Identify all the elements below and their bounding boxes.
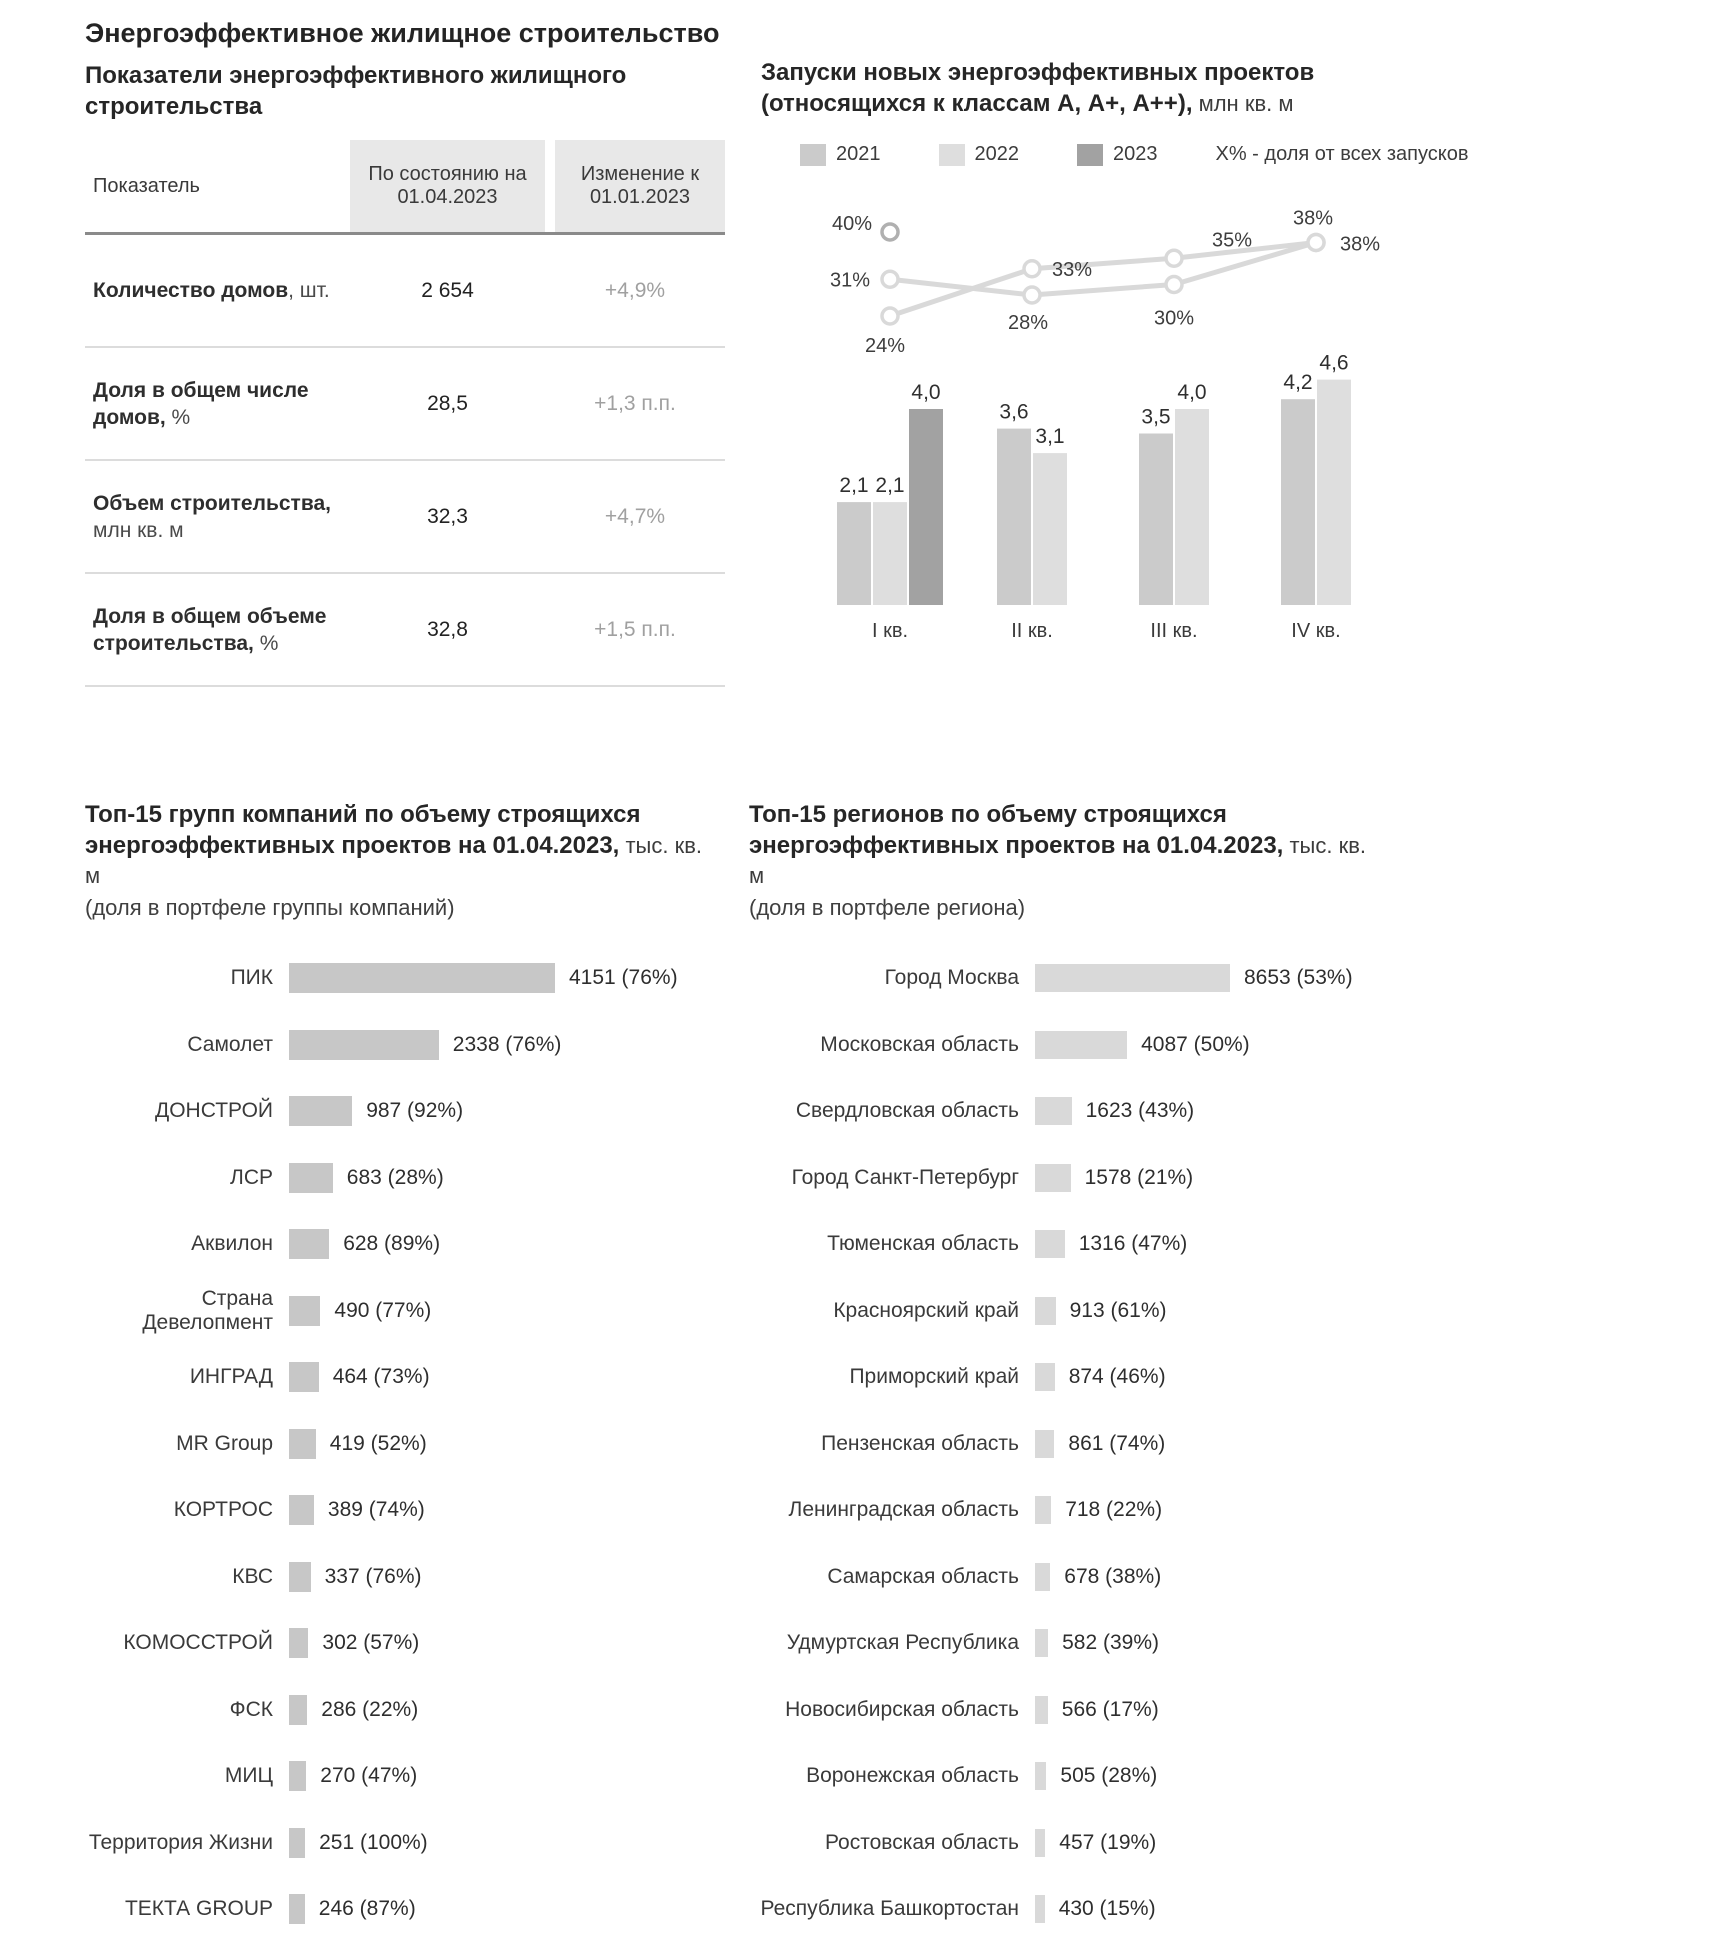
bar [1035,1097,1072,1125]
share-point-2022 [1166,251,1182,267]
bar [289,963,555,993]
regions-row [749,1145,1716,1212]
legend-label-2021: 2021 [836,143,881,166]
indicator-value: 28,5 [427,391,468,415]
share-point-2022 [1308,235,1324,251]
x-axis-label: IV кв. [1291,620,1341,643]
bar-row-label: КОМОССТРОЙ [123,1631,273,1655]
companies-section [85,800,745,1943]
page-title: Энергоэффективное жилищное строительство [85,18,720,48]
indicators-section [85,18,745,780]
bar [289,1229,329,1259]
share-line-2022 [890,243,1316,317]
companies-row [85,1012,745,1079]
indicator-change: +1,3 п.п. [594,391,676,415]
indicators-table-body [85,235,725,687]
share-point-2022 [1024,261,1040,277]
bar-row-label: Территория Жизни [88,1830,273,1854]
indicator-value: 32,8 [427,617,468,641]
legend-swatch-2022 [939,144,965,166]
bar-row-label: КВС [232,1564,273,1588]
bar-row-label: МИЦ [224,1764,273,1788]
bar-2022 [1317,380,1351,605]
bar [289,1562,311,1592]
bar [289,1362,319,1392]
bar-row-value: 389 (74%) [327,1498,425,1522]
share-point-2021 [882,272,898,288]
bar-value-label: 3,5 [1141,405,1171,429]
bar-row-label: Свердловская область [795,1099,1019,1123]
bar-2021 [1281,400,1315,606]
bar-2022 [873,503,907,606]
regions-row [749,1544,1716,1611]
bar-row-label: ФСК [229,1697,273,1721]
bar-row-label: Город Москва [884,966,1019,990]
companies-title [85,800,715,892]
bar-row-value: 874 (46%) [1068,1365,1166,1389]
bar-row-value: 337 (76%) [324,1564,422,1588]
bar-row-value: 251 (100%) [319,1830,428,1854]
bar-row-label: КОРТРОС [173,1498,273,1522]
bar-row-label: Московская область [820,1032,1019,1056]
bar-row-label: ИНГРАД [189,1365,273,1389]
indicator-label: Количество домов, шт. [93,279,330,303]
share-point-2021 [1024,287,1040,303]
regions-row [749,1078,1716,1145]
bar [1035,1895,1045,1923]
companies-row [85,1411,745,1478]
bar [289,1096,352,1126]
bar [289,1495,314,1525]
launches-section [745,18,1716,780]
regions-row [749,1411,1716,1478]
launches-title-unit: млн кв. м [1192,90,1294,116]
bar [289,1429,316,1459]
bar-2021 [997,429,1031,605]
indicator-change: +4,9% [604,278,666,302]
x-axis-label: III кв. [1150,620,1198,643]
bar-row-value: 566 (17%) [1061,1697,1159,1721]
bar [1035,964,1230,992]
bar-row-label: Город Санкт-Петербург [791,1165,1019,1189]
share-point-2023 [882,224,898,240]
regions-row [749,1677,1716,1744]
bar-row-value: 582 (39%) [1062,1631,1159,1655]
bar-2021 [1139,434,1173,606]
indicator-label: Доля в общем объеме строительства, % [93,604,327,655]
companies-row [85,945,745,1012]
bar-row-label: ДОНСТРОЙ [155,1099,273,1123]
regions-row [749,1810,1716,1877]
bar-row-label: Приморский край [849,1365,1019,1389]
regions-title [749,800,1379,892]
bar-row-value: 1623 (43%) [1085,1099,1195,1123]
bar-row-label: Страна Девелопмент [142,1286,273,1334]
bar-row-value: 4087 (50%) [1141,1032,1250,1056]
bar-row-value: 1316 (47%) [1078,1232,1188,1256]
bar-row-label: Аквилон [191,1232,273,1256]
bar-row-value: 683 (28%) [346,1165,444,1189]
companies-row [85,1677,745,1744]
bar [1035,1563,1050,1591]
bar [1035,1164,1071,1192]
share-point-2022 [882,308,898,324]
bar [1035,1297,1056,1325]
legend-item-2023 [1077,143,1158,166]
bar-row-label: Воронежская область [806,1764,1019,1788]
companies-row [85,1876,745,1943]
bar-row-value: 2338 (76%) [452,1032,562,1056]
launches-chart [745,172,1405,642]
bar [289,1163,333,1193]
companies-row [85,1078,745,1145]
regions-subtitle: (доля в портфеле региона) [749,895,1026,921]
bar-row-label: MR Group [176,1431,273,1455]
column-header-value: По состоянию на 01.04.2023 [350,140,545,232]
companies-row [85,1610,745,1677]
companies-row [85,1211,745,1278]
bar-row-value: 678 (38%) [1064,1564,1162,1588]
regions-row [749,1743,1716,1810]
regions-row [749,1012,1716,1079]
bar [1035,1829,1045,1857]
regions-bar-list [749,945,1716,1943]
bar-row-value: 246 (87%) [318,1897,416,1921]
indicators-table-header [85,140,725,235]
bar [289,1030,439,1060]
companies-row [85,1145,745,1212]
regions-row [749,1278,1716,1345]
bar-row-label: ЛСР [230,1165,273,1189]
bar-row-label: Республика Башкортостан [760,1897,1019,1921]
companies-row [85,1477,745,1544]
share-label: 33% [1052,259,1093,282]
bar-row-value: 302 (57%) [322,1631,420,1655]
regions-section [745,800,1716,1943]
bar-row-value: 286 (22%) [321,1697,419,1721]
indicators-table [85,140,725,687]
companies-row [85,1810,745,1877]
bar-2022 [1033,454,1067,606]
regions-row [749,1344,1716,1411]
bar [289,1828,305,1858]
legend-label-2022: 2022 [974,143,1019,166]
bar-row-value: 1578 (21%) [1084,1165,1194,1189]
launches-title [761,58,1401,119]
bar-value-label: 3,1 [1035,425,1065,449]
indicator-value: 32,3 [427,504,468,528]
bar [1035,1496,1051,1524]
bar [1035,1762,1046,1790]
bar [1035,1629,1048,1657]
companies-row [85,1344,745,1411]
bar-2023 [909,409,943,605]
bar [1035,1230,1065,1258]
bar-row-label: Самолет [187,1032,273,1056]
column-header-indicator: Показатель [93,174,200,197]
bar-row-value: 861 (74%) [1068,1431,1166,1455]
companies-bar-list [85,945,745,1943]
share-point-2021 [1166,277,1182,293]
bar-row-value: 4151 (76%) [569,966,678,990]
regions-row [749,945,1716,1012]
x-axis-label: II кв. [1011,620,1053,643]
indicator-change: +4,7% [604,504,666,528]
bar-value-label: 2,1 [839,474,869,498]
bar-row-value: 270 (47%) [320,1764,418,1788]
indicator-row [85,348,725,461]
bar [1035,1430,1054,1458]
regions-row [749,1477,1716,1544]
bar-row-label: ТЕКТА GROUP [124,1897,273,1921]
bar-row-label: Удмуртская Республика [786,1631,1019,1655]
legend-label-2023: 2023 [1113,143,1158,166]
bar-value-label: 4,0 [1177,381,1207,405]
bar [289,1695,307,1725]
share-label: 31% [829,269,870,292]
bar-row-value: 718 (22%) [1065,1498,1163,1522]
bar-row-label: Пензенская область [821,1431,1019,1455]
launches-legend [800,143,1716,166]
bar [1035,1031,1127,1059]
bar-value-label: 4,2 [1283,371,1313,395]
launches-title-bold: Запуски новых энергоэффективных проектов (относящихся к классам А, А+, А++), [761,59,1315,117]
share-label: 38% [1292,207,1334,230]
bar-row-value: 987 (92%) [366,1099,464,1123]
companies-title-unit: тыс. кв. м [85,832,702,889]
column-header-change: Изменение к 01.01.2023 [545,140,725,232]
bar-row-value: 490 (77%) [334,1298,432,1322]
bar-row-value: 913 (61%) [1069,1298,1167,1322]
bar-value-label: 4,6 [1319,352,1349,376]
indicator-row [85,235,725,348]
bar-value-label: 3,6 [999,401,1029,425]
companies-subtitle: (доля в портфеле группы компаний) [85,895,455,921]
bar-row-label: ПИК [230,966,273,990]
bar [289,1628,308,1658]
legend-swatch-2021 [800,144,826,166]
regions-title-unit: тыс. кв. м [749,832,1366,889]
bar-row-value: 419 (52%) [329,1431,427,1455]
share-label: 30% [1153,307,1195,330]
bar-row-value: 430 (15%) [1058,1897,1156,1921]
legend-swatch-2023 [1077,144,1103,166]
indicator-change: +1,5 п.п. [594,617,676,641]
indicators-title: Показатели энергоэффективного жилищного строительства [85,62,627,120]
legend-item-2022 [939,143,1020,166]
share-label: 28% [1007,312,1049,335]
bar-row-label: Ленинградская область [788,1498,1019,1522]
companies-row [85,1544,745,1611]
bar [1035,1696,1048,1724]
bar-row-label: Тюменская область [827,1232,1019,1256]
bar-row-value: 8653 (53%) [1244,966,1353,990]
share-label: 35% [1211,229,1253,252]
share-label: 24% [864,335,906,358]
indicator-label: Доля в общем числе домов, % [93,378,309,429]
legend-note: X% - доля от всех запусков [1215,143,1469,166]
regions-title-bold: Топ-15 регионов по объему строящихся энергоэффективных проектов на 01.04.2023, [749,801,1284,859]
indicator-label: Объем строительства, млн кв. м [93,491,331,542]
bar-row-label: Самарская область [827,1564,1019,1588]
bar-2022 [1175,409,1209,605]
indicator-value: 2 654 [421,278,474,302]
bar-row-value: 505 (28%) [1060,1764,1158,1788]
legend-item-2021 [800,143,881,166]
bar [289,1296,320,1326]
indicator-row [85,574,725,687]
companies-row [85,1743,745,1810]
x-axis-label: I кв. [871,620,909,643]
bar-value-label: 2,1 [875,474,905,498]
companies-title-bold: Топ-15 групп компаний по объему строящихся энергоэффективных проектов на 01.04.2023, [85,801,641,859]
share-label: 38% [1340,233,1381,256]
bar [1035,1363,1055,1391]
bar-value-label: 4,0 [911,381,941,405]
regions-row [749,1610,1716,1677]
indicator-row [85,461,725,574]
bar [289,1894,305,1924]
bar-row-value: 628 (89%) [343,1232,441,1256]
bar-row-label: Новосибирская область [785,1697,1019,1721]
companies-row [85,1278,745,1345]
regions-row [749,1211,1716,1278]
bar-row-label: Ростовская область [824,1830,1019,1854]
regions-row [749,1876,1716,1943]
bar-row-value: 464 (73%) [332,1365,430,1389]
share-label: 40% [831,213,872,236]
bar [289,1761,306,1791]
bar-row-value: 457 (19%) [1059,1830,1157,1854]
bar-2021 [837,503,871,606]
bar-row-label: Красноярский край [833,1298,1019,1322]
